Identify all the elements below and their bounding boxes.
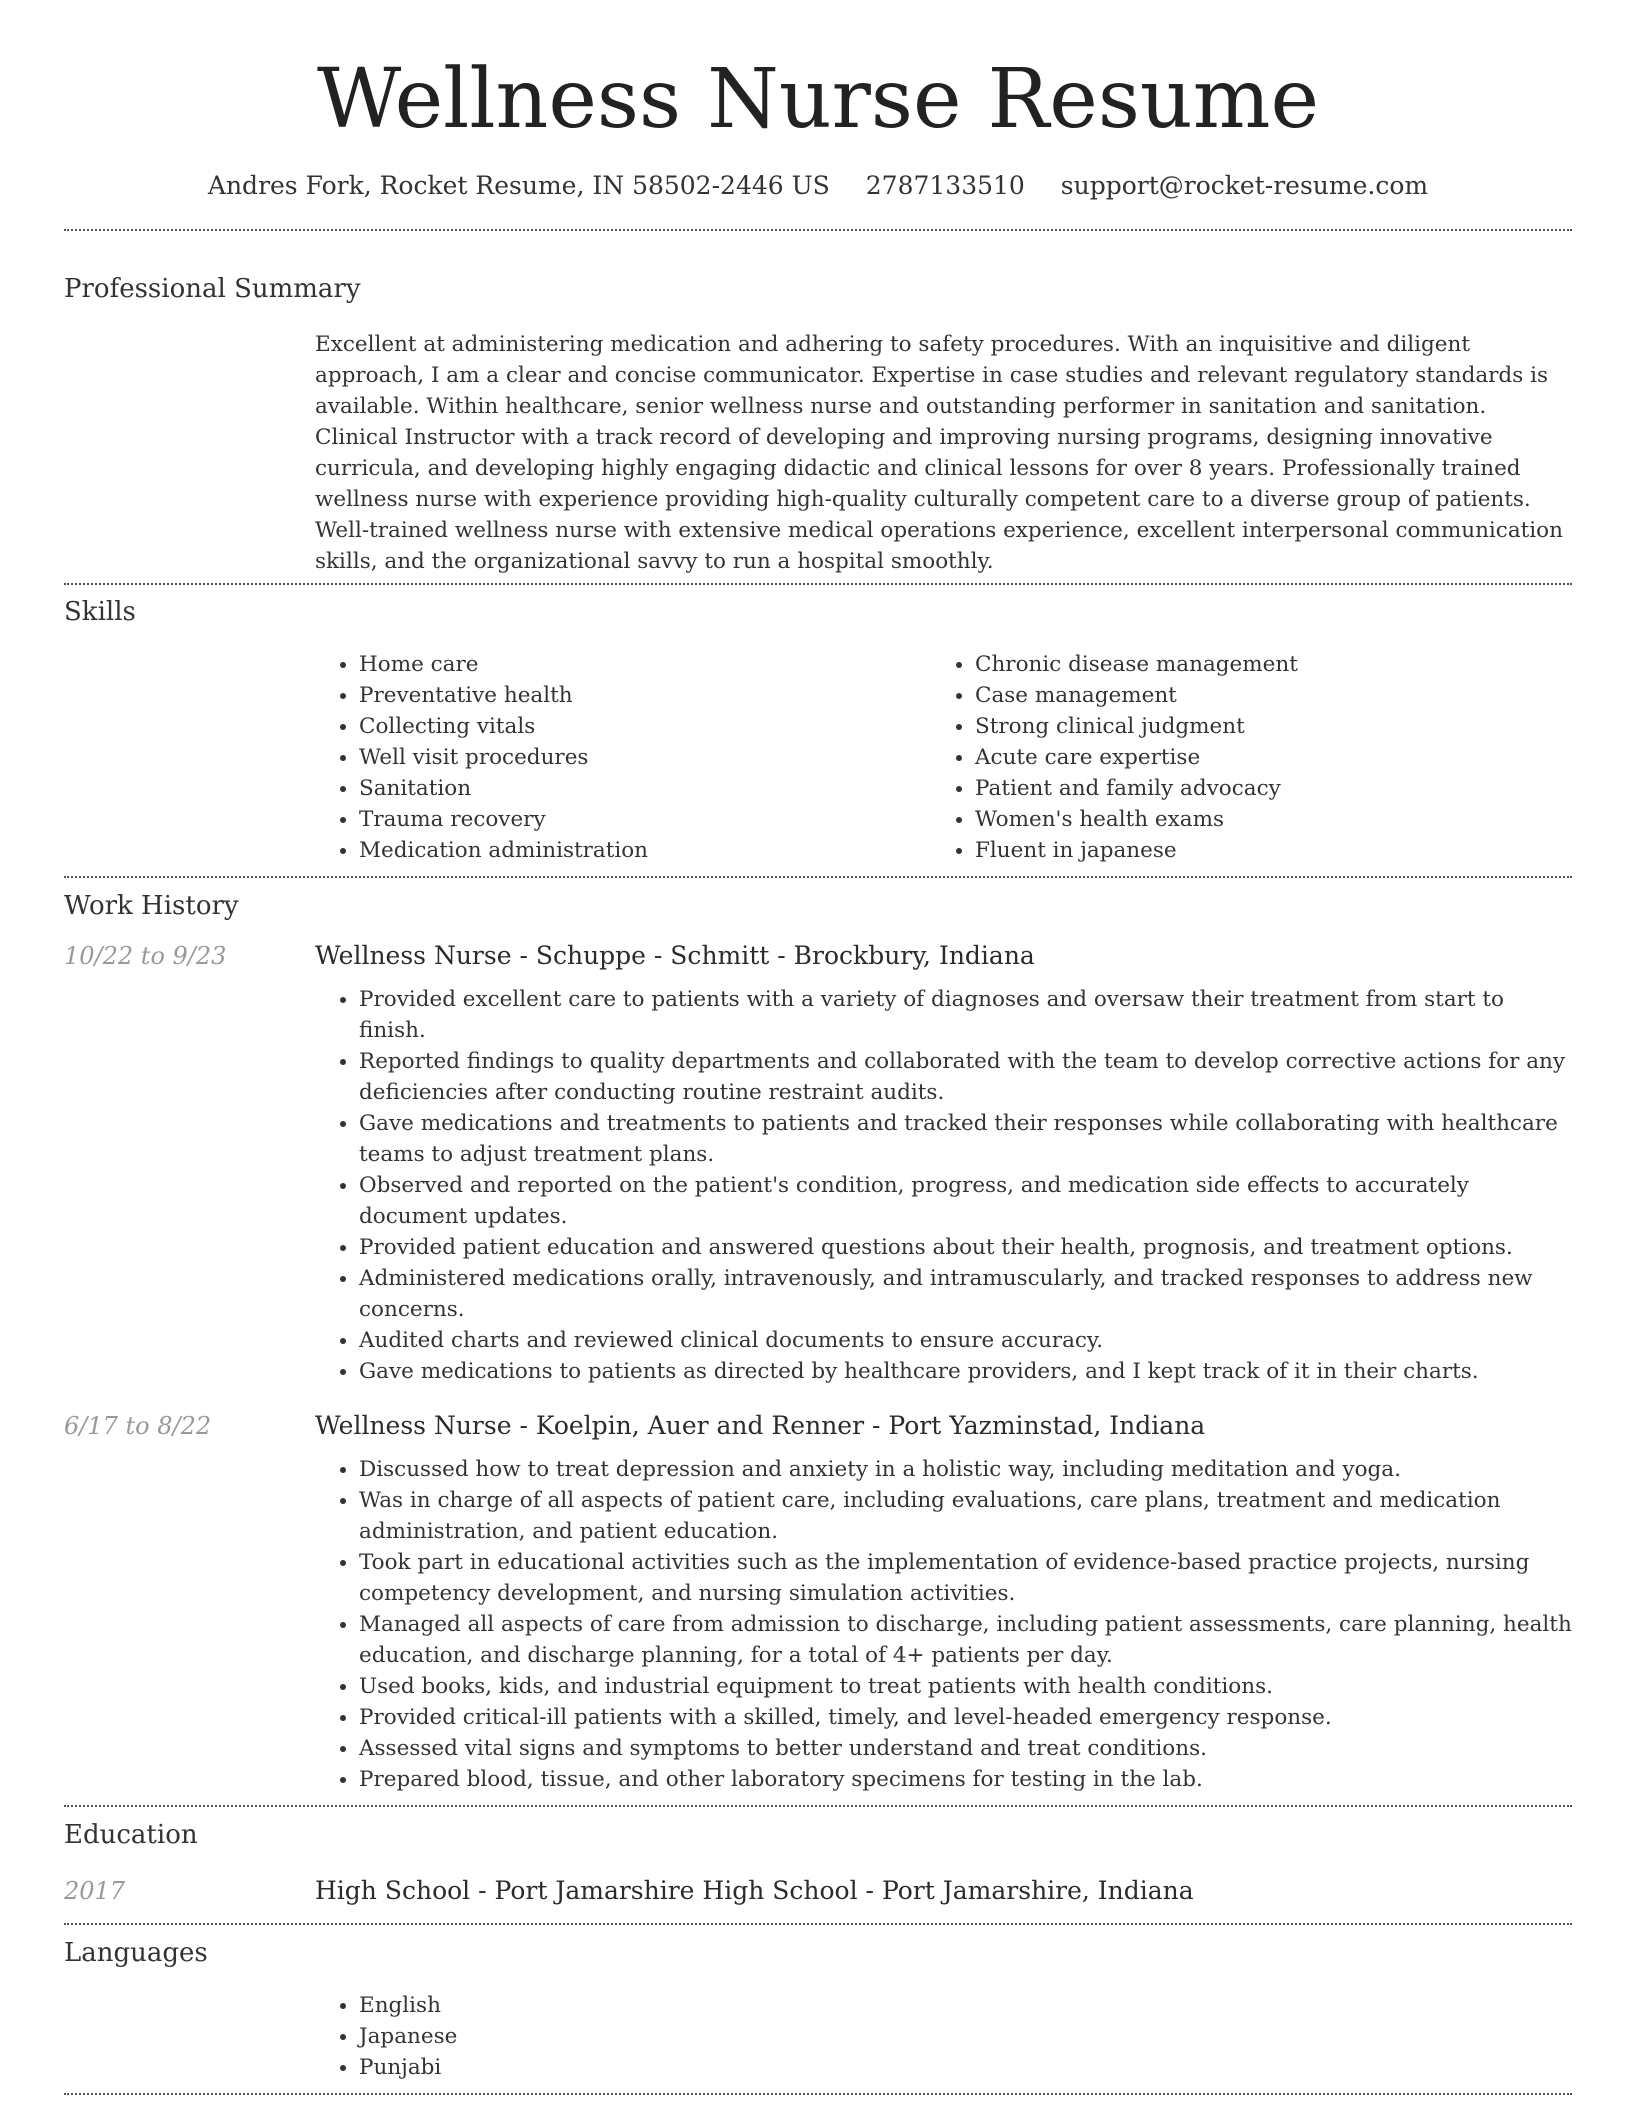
job-dates: 10/22 to 9/23 [64, 942, 227, 970]
list-item: • Used books, kids, and industrial equipment to treat patients with health conditions. [359, 1671, 1575, 1702]
list-item: • Strong clinical judgment [975, 711, 1547, 742]
job-entry [64, 941, 1572, 1387]
skills-column-left [315, 649, 931, 866]
skills-column-right [931, 649, 1547, 866]
divider [64, 583, 1572, 585]
list-item: • English [359, 1990, 1575, 2021]
list-item: • Chronic disease management [975, 649, 1547, 680]
job-entry [64, 1411, 1572, 1795]
list-item: • Preventative health [359, 680, 931, 711]
list-item: • Gave medications to patients as directed by healthcare providers, and I kept track of it in their charts. [359, 1356, 1575, 1387]
list-item: • Audited charts and reviewed clinical documents to ensure accuracy. [359, 1325, 1575, 1356]
job-title: Wellness Nurse - Koelpin, Auer and Renner - Port Yazminstad, Indiana [315, 1411, 1206, 1440]
list-item: • Japanese [359, 2021, 1575, 2052]
list-item: • Was in charge of all aspects of patient care, including evaluations, care plans, treatment and medication administration, and patient education. [359, 1485, 1575, 1547]
list-item: • Medication administration [359, 835, 931, 866]
list-item: • Discussed how to treat depression and anxiety in a holistic way, including meditation and yoga. [359, 1454, 1575, 1485]
address-text: Andres Fork, Rocket Resume, IN 58502-2446 US [207, 171, 830, 200]
skills-list-left [315, 649, 931, 866]
list-item: • Fluent in japanese [975, 835, 1547, 866]
list-item: • Well visit procedures [359, 742, 931, 773]
summary-text: Excellent at administering medication and adhering to safety procedures. With an inquisitive and diligent approach, I am a clear and concise communicator. Expertise in case studies and relevant regulatory standards is available. Within healthcare, senior wellness nurse and outstanding performer in sanitation and sanitation. Clinical Instructor with a track record of developing and improving nursing programs, designing innovative curricula, and developing highly engaging didactic and clinical lessons for over 8 years. Professionally trained wellness nurse with experience providing high-quality culturally competent care to a diverse group of patients. Well-trained wellness nurse with extensive medical operations experience, excellent interpersonal communication skills, and the organizational savvy to run a hospital smoothly. [315, 332, 1563, 574]
contact-line [64, 170, 1572, 202]
education-school: High School - Port Jamarshire High School - Port Jamarshire, Indiana [315, 1876, 1194, 1905]
list-item: • Managed all aspects of care from admission to discharge, including patient assessments, care planning, health education, and discharge planning, for a total of 4+ patients per day. [359, 1609, 1575, 1671]
list-item: • Collecting vitals [359, 711, 931, 742]
education-entry [64, 1876, 1572, 1905]
page-title: Wellness Nurse Resume [316, 52, 1320, 147]
list-item: • Case management [975, 680, 1547, 711]
divider [64, 2093, 1572, 2095]
job-title: Wellness Nurse - Schuppe - Schmitt - Brockbury, Indiana [315, 941, 1035, 970]
list-item: • Prepared blood, tissue, and other laboratory specimens for testing in the lab. [359, 1764, 1575, 1795]
education-year: 2017 [64, 1877, 126, 1905]
skills-list-right [931, 649, 1547, 866]
job-header [64, 941, 1572, 970]
list-item: • Provided excellent care to patients with a variety of diagnoses and oversaw their treatment from start to finish. [359, 984, 1575, 1046]
list-item: • Administered medications orally, intravenously, and intramuscularly, and tracked responses to address new concerns. [359, 1263, 1575, 1325]
list-item: • Sanitation [359, 773, 931, 804]
job-duties [315, 1454, 1575, 1795]
divider [64, 1805, 1572, 1807]
list-item: • Women's health exams [975, 804, 1547, 835]
education-heading: Education [64, 1820, 198, 1850]
phone-text: 2787133510 [865, 171, 1025, 200]
list-item: • Patient and family advocacy [975, 773, 1547, 804]
list-item: • Punjabi [359, 2052, 1575, 2083]
list-item: • Observed and reported on the patient's condition, progress, and medication side effects to accurately document updates. [359, 1170, 1575, 1232]
divider [64, 1923, 1572, 1925]
job-duties-list [315, 1454, 1575, 1795]
job-header [64, 1411, 1572, 1440]
list-item: • Trauma recovery [359, 804, 931, 835]
list-item: • Gave medications and treatments to patients and tracked their responses while collaborating with healthcare teams to adjust treatment plans. [359, 1108, 1575, 1170]
job-dates: 6/17 to 8/22 [64, 1412, 212, 1440]
languages-list [315, 1990, 1575, 2083]
resume-page [64, 0, 1572, 2095]
languages-block [315, 1990, 1575, 2083]
job-duties [315, 984, 1575, 1387]
list-item: • Provided critical-ill patients with a skilled, timely, and level-headed emergency response. [359, 1702, 1575, 1733]
list-item: • Reported findings to quality departments and collaborated with the team to develop corrective actions for any deficiencies after conducting routine restraint audits. [359, 1046, 1575, 1108]
work-heading: Work History [64, 891, 239, 921]
skills-heading: Skills [64, 597, 136, 627]
job-duties-list [315, 984, 1575, 1387]
list-item: • Acute care expertise [975, 742, 1547, 773]
list-item: • Home care [359, 649, 931, 680]
list-item: • Provided patient education and answered questions about their health, prognosis, and treatment options. [359, 1232, 1575, 1263]
divider [64, 876, 1572, 878]
divider [64, 229, 1572, 231]
list-item: • Assessed vital signs and symptoms to better understand and treat conditions. [359, 1733, 1575, 1764]
summary-heading: Professional Summary [64, 274, 361, 304]
email-text: support@rocket-resume.com [1060, 171, 1429, 200]
languages-heading: Languages [64, 1938, 208, 1968]
skills-grid [315, 649, 1575, 866]
list-item: • Took part in educational activities such as the implementation of evidence-based practice projects, nursing competency development, and nursing simulation activities. [359, 1547, 1575, 1609]
